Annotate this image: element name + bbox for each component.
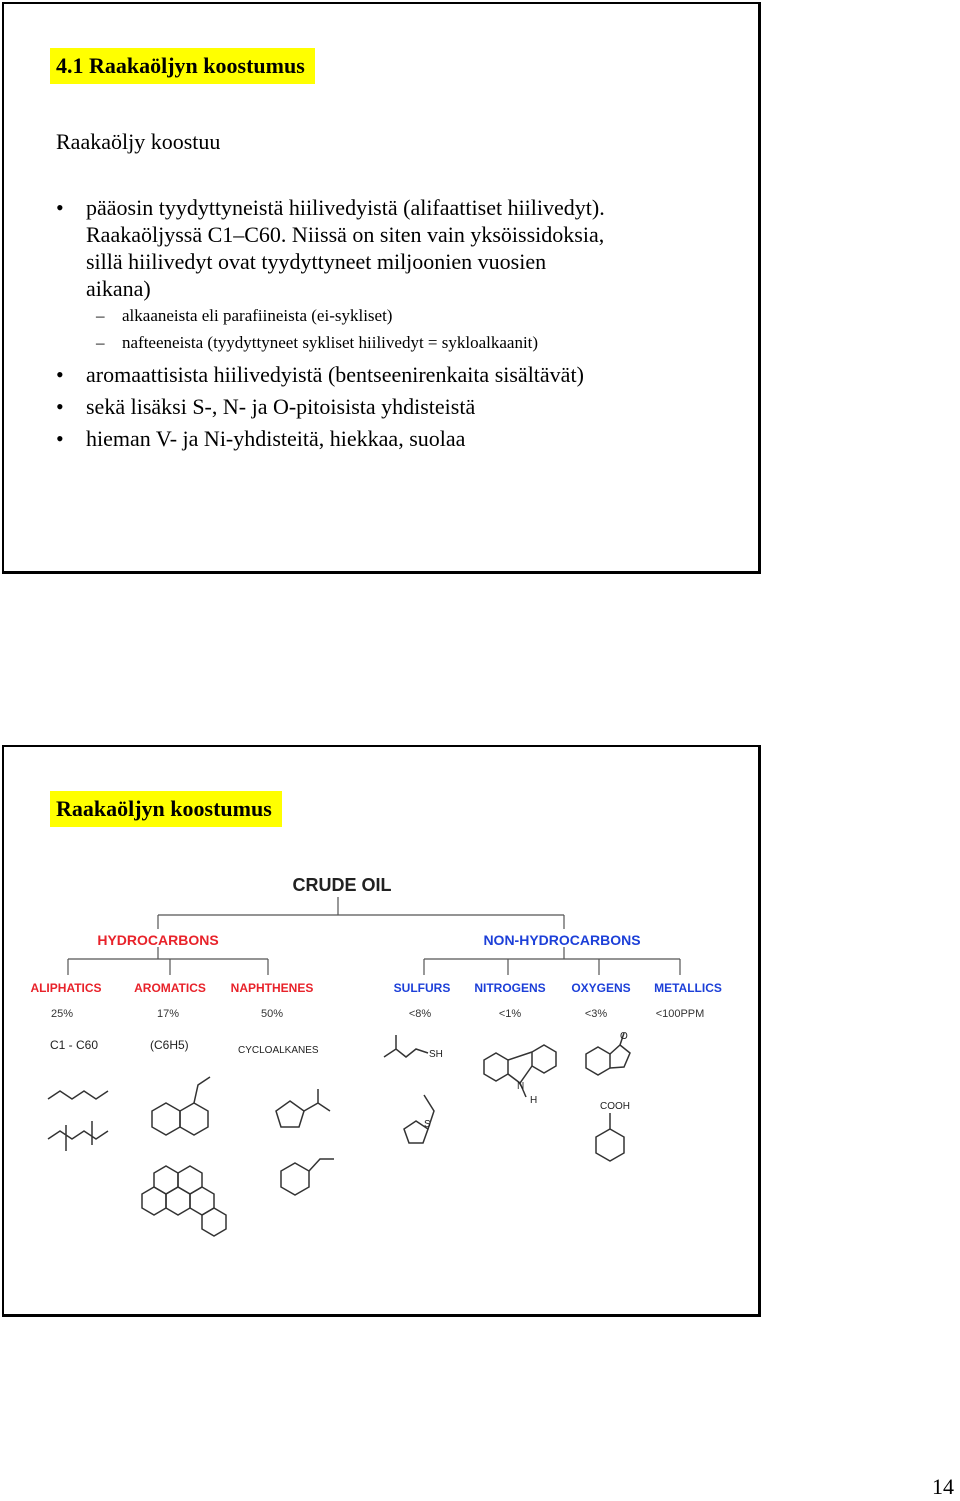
dash-marker: –: [96, 333, 105, 352]
carbazole-ring: [484, 1053, 508, 1081]
thiol-structure: [384, 1035, 428, 1057]
formula-aromatics: (C6H5): [150, 1038, 189, 1052]
connector-line: [424, 947, 680, 975]
category-labels: [30, 981, 721, 995]
connector-line: [158, 897, 564, 929]
non-hydrocarbons-label: NON-HYDROCARBONS: [483, 932, 641, 948]
carbazole-ring: [532, 1045, 556, 1073]
share-aromatics: 17%: [156, 1008, 180, 1020]
share-oxygens: <3%: [584, 1008, 608, 1020]
category-aliphatics: ALIPHATICS: [30, 981, 102, 995]
bullet-text: sekä lisäksi S-, N- ja O-pitoisista yhdisteistä: [86, 394, 476, 419]
category-metallics: METALLICS: [654, 981, 722, 995]
furan-ring: [610, 1045, 630, 1068]
bullet-text: hieman V- ja Ni-yhdisteitä, hiekkaa, suolaa: [86, 426, 466, 451]
benzoic-acid-ring: [596, 1129, 624, 1161]
page-number: 14: [932, 1474, 954, 1499]
bullet-item: [56, 194, 756, 302]
sub-bullet-item: [56, 302, 756, 329]
side-chain: [194, 1077, 210, 1103]
polyaromatic-ring: [178, 1166, 202, 1194]
category-aromatics: AROMATICS: [134, 981, 206, 995]
molecule-structures: [48, 1033, 630, 1236]
n-label: N: [517, 1081, 525, 1092]
s-label: S: [424, 1119, 431, 1130]
bullet-text: aromaattisista hiilivedyistä (bentseenirenkaita sisältävät): [86, 362, 584, 387]
polyaromatic-ring: [202, 1208, 226, 1236]
h-label: H: [530, 1095, 538, 1106]
bullet-item: [56, 361, 756, 388]
cyclohexane-ring: [281, 1163, 309, 1195]
sub-bullet-text: alkaaneista eli parafiineista (ei-sykliset): [122, 306, 393, 325]
slide-1: [2, 2, 761, 574]
bullet-dot: •: [56, 426, 64, 451]
category-sulfurs: SULFURS: [393, 981, 451, 995]
bullet-dot: •: [56, 362, 64, 387]
share-labels: [51, 1008, 704, 1020]
share-metallics: <100PPM: [655, 1008, 705, 1020]
sh-label: SH: [429, 1049, 443, 1060]
benzofuran-ring: [586, 1047, 610, 1075]
bullet-item: [56, 425, 756, 452]
share-nitrogens: <1%: [498, 1008, 522, 1020]
bullet-list: [56, 194, 756, 452]
sub-bullet-text: nafteeneista (tyydyttyneet sykliset hiilivedyt = sykloalkaanit): [122, 333, 539, 352]
connector-line: [68, 947, 268, 975]
share-aliphatics: 25%: [50, 1008, 74, 1020]
slide-2-title: Raakaöljyn koostumus: [50, 791, 282, 827]
bullet-line: Raakaöljyssä C1–C60. Niissä on siten vain yksöissidoksia,: [86, 222, 605, 247]
share-naphthenes: 50%: [260, 1008, 284, 1020]
formula-aliphatics: C1 - C60: [50, 1038, 99, 1052]
category-nitrogens: NITROGENS: [474, 981, 546, 995]
sub-bullet-item: [56, 329, 756, 356]
dash-marker: –: [96, 306, 105, 325]
bullet-line: aikana): [86, 276, 151, 301]
polyaromatic-ring: [154, 1166, 178, 1194]
naphthalene-ring-1: [152, 1103, 180, 1135]
bullet-dot: •: [56, 195, 64, 220]
category-naphthenes: NAPHTHENES: [230, 981, 314, 995]
share-sulfurs: <8%: [408, 1008, 432, 1020]
alkane-chain-structure: [48, 1091, 108, 1099]
slide-1-title: 4.1 Raakaöljyn koostumus: [50, 48, 315, 84]
side-chain: [309, 1159, 334, 1171]
bullet-line: sillä hiilivedyt ovat tyydyttyneet miljoonien vuosien: [86, 249, 547, 274]
atom-labels: [424, 1031, 630, 1130]
bullet-item: [56, 393, 756, 420]
category-oxygens: OXYGENS: [571, 981, 631, 995]
intro-text: Raakaöljy koostuu: [56, 129, 221, 154]
bullet-dot: •: [56, 394, 64, 419]
cooh-label: COOH: [600, 1101, 630, 1112]
crude-oil-diagram: [4, 747, 758, 1313]
crude-oil-label: CRUDE OIL: [292, 875, 392, 895]
pyrrole-ring: [508, 1052, 532, 1083]
o-label: O: [620, 1031, 628, 1042]
formula-labels: [50, 1038, 319, 1056]
hydrocarbons-label: HYDROCARBONS: [97, 932, 219, 948]
side-chain: [304, 1089, 330, 1111]
bullet-line: pääosin tyydyttyneistä hiilivedyistä (alifaattiset hiilivedyt).: [86, 195, 605, 220]
branched-alkane-structure: [48, 1121, 108, 1151]
naphthalene-ring-2: [180, 1103, 208, 1135]
slide-2: [2, 745, 761, 1317]
formula-naphthenes: CYCLOALKANES: [238, 1045, 319, 1056]
cyclopentane-ring: [276, 1101, 304, 1127]
